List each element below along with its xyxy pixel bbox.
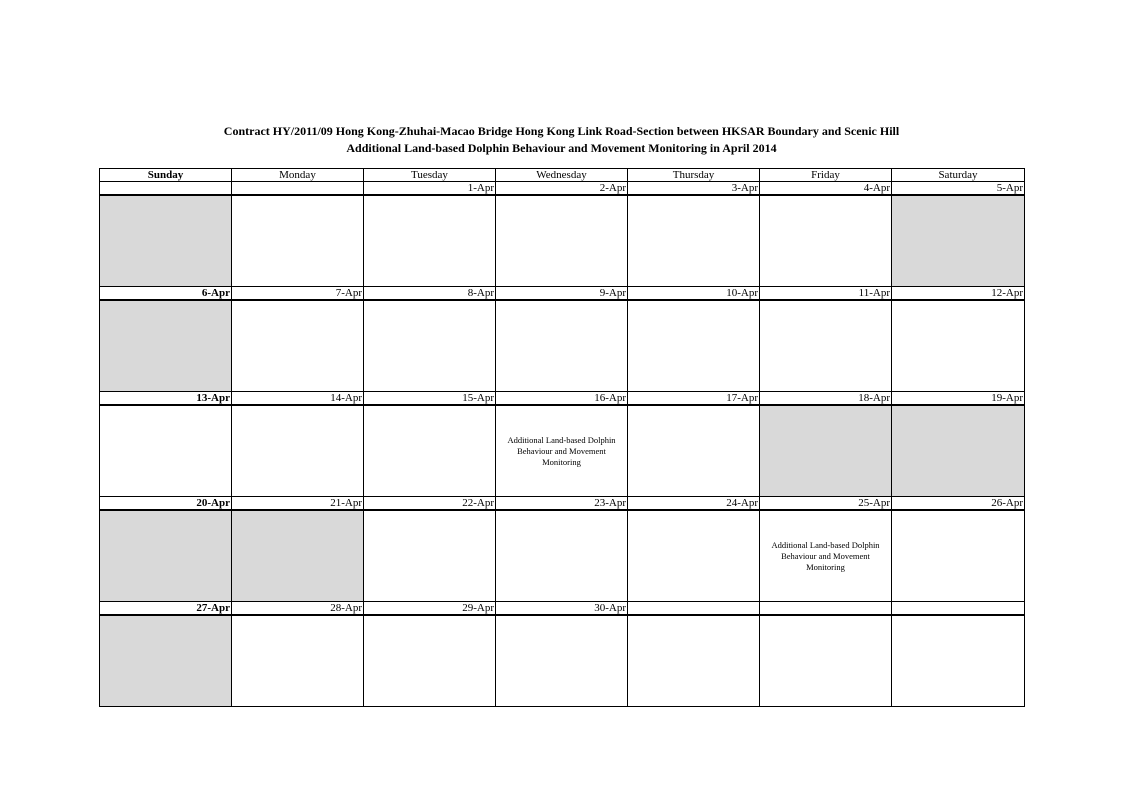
day-cell [628, 195, 760, 287]
weekday-header: Saturday [892, 169, 1025, 182]
date-cell: 19-Apr [892, 392, 1025, 406]
date-cell: 22-Apr [364, 497, 496, 511]
week-body-row [100, 405, 1025, 497]
calendar-table [99, 168, 1025, 707]
day-cell [892, 405, 1025, 497]
day-cell [892, 615, 1025, 707]
date-cell: 8-Apr [364, 287, 496, 301]
day-cell [760, 615, 892, 707]
day-cell [100, 510, 232, 602]
event-note: Additional Land-based Dolphin Behaviour and Movement Monitoring [771, 539, 880, 572]
date-cell: 14-Apr [232, 392, 364, 406]
date-cell: 6-Apr [100, 287, 232, 301]
date-cell: 20-Apr [100, 497, 232, 511]
date-cell: 18-Apr [760, 392, 892, 406]
day-cell [760, 405, 892, 497]
date-cell: 9-Apr [496, 287, 628, 301]
date-cell [232, 182, 364, 196]
day-cell [232, 615, 364, 707]
date-cell: 24-Apr [628, 497, 760, 511]
day-cell [100, 195, 232, 287]
date-cell: 30-Apr [496, 602, 628, 616]
day-cell [892, 510, 1025, 602]
day-cell [496, 300, 628, 392]
week-date-row [100, 182, 1025, 196]
date-cell: 26-Apr [892, 497, 1025, 511]
day-cell [100, 615, 232, 707]
day-cell [628, 300, 760, 392]
day-cell [628, 405, 760, 497]
day-cell [232, 195, 364, 287]
week-date-row [100, 497, 1025, 511]
date-cell: 10-Apr [628, 287, 760, 301]
day-cell [232, 510, 364, 602]
document-subtitle: Additional Land-based Dolphin Behaviour and Movement Monitoring in April 2014 [346, 141, 777, 155]
day-cell [364, 510, 496, 602]
day-cell [496, 405, 628, 497]
day-cell [364, 300, 496, 392]
day-cell [100, 405, 232, 497]
week-body-row [100, 300, 1025, 392]
date-cell: 15-Apr [364, 392, 496, 406]
day-cell [760, 510, 892, 602]
date-cell: 12-Apr [892, 287, 1025, 301]
week-date-row [100, 392, 1025, 406]
day-cell [496, 510, 628, 602]
day-cell [496, 615, 628, 707]
date-cell [100, 182, 232, 196]
date-cell: 28-Apr [232, 602, 364, 616]
weekday-header: Thursday [628, 169, 760, 182]
day-cell [364, 195, 496, 287]
day-cell [364, 615, 496, 707]
weekday-header: Tuesday [364, 169, 496, 182]
date-cell: 21-Apr [232, 497, 364, 511]
date-cell: 17-Apr [628, 392, 760, 406]
week-date-row [100, 287, 1025, 301]
event-note: Additional Land-based Dolphin Behaviour and Movement Monitoring [507, 434, 616, 467]
date-cell: 7-Apr [232, 287, 364, 301]
date-cell: 4-Apr [760, 182, 892, 196]
date-cell: 3-Apr [628, 182, 760, 196]
day-cell [892, 300, 1025, 392]
date-cell: 13-Apr [100, 392, 232, 406]
day-cell [232, 300, 364, 392]
day-cell [628, 510, 760, 602]
date-cell [892, 602, 1025, 616]
weekday-header: Wednesday [496, 169, 628, 182]
date-cell [760, 602, 892, 616]
day-cell [232, 405, 364, 497]
week-date-row [100, 602, 1025, 616]
day-cell [100, 300, 232, 392]
weekday-header: Sunday [100, 169, 232, 182]
weekday-header: Monday [232, 169, 364, 182]
weekday-header: Friday [760, 169, 892, 182]
date-cell: 11-Apr [760, 287, 892, 301]
weekday-header-row [100, 169, 1025, 182]
date-cell [628, 602, 760, 616]
day-cell [628, 615, 760, 707]
week-body-row [100, 195, 1025, 287]
day-cell [760, 300, 892, 392]
date-cell: 27-Apr [100, 602, 232, 616]
date-cell: 5-Apr [892, 182, 1025, 196]
day-cell [496, 195, 628, 287]
day-cell [760, 195, 892, 287]
day-cell [364, 405, 496, 497]
date-cell: 25-Apr [760, 497, 892, 511]
date-cell: 29-Apr [364, 602, 496, 616]
day-cell [892, 195, 1025, 287]
date-cell: 2-Apr [496, 182, 628, 196]
week-body-row [100, 510, 1025, 602]
date-cell: 23-Apr [496, 497, 628, 511]
date-cell: 1-Apr [364, 182, 496, 196]
date-cell: 16-Apr [496, 392, 628, 406]
document-title: Contract HY/2011/09 Hong Kong-Zhuhai-Macao Bridge Hong Kong Link Road-Section between HKSAR Boundary and Scenic Hill [223, 124, 900, 138]
week-body-row [100, 615, 1025, 707]
